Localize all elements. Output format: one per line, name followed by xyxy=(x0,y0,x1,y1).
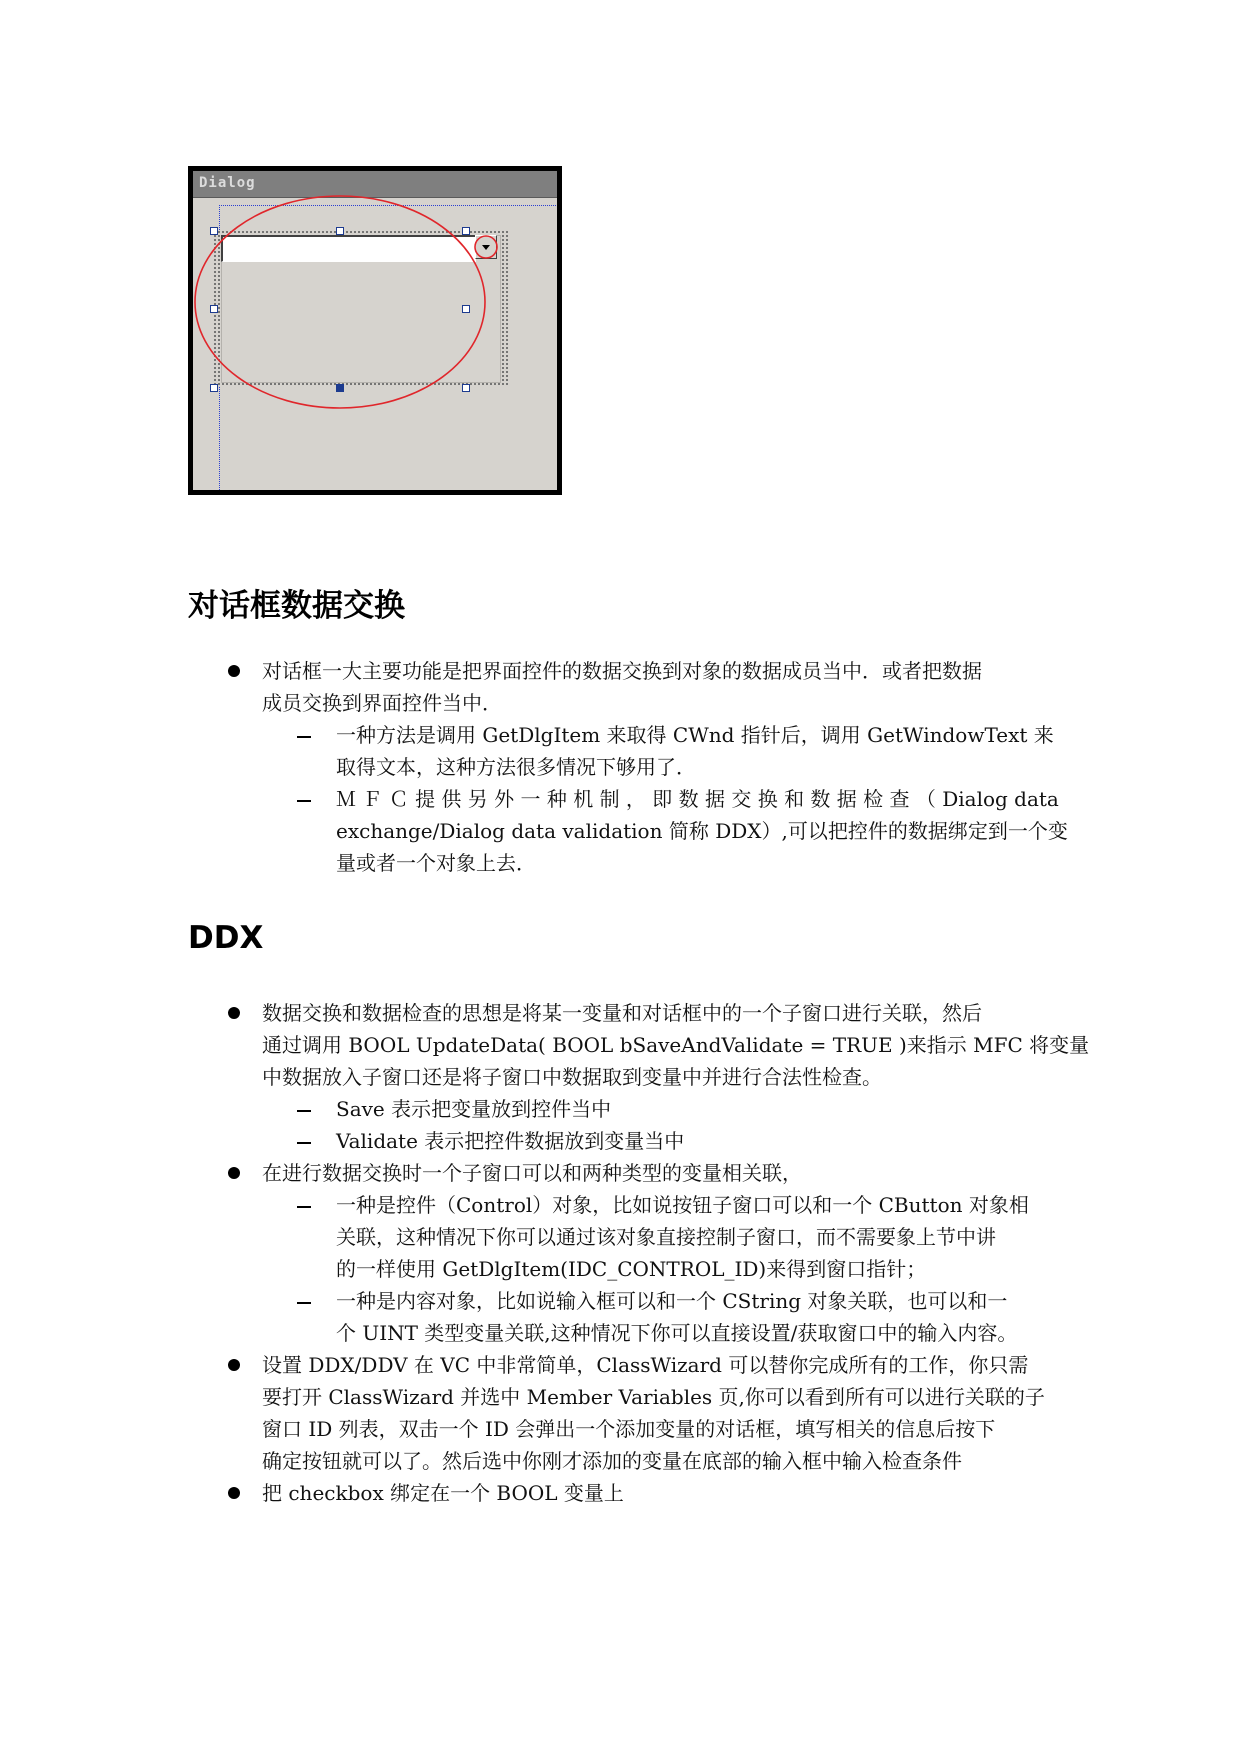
sub-bullet-dash xyxy=(297,800,311,802)
paragraph-line: Save 表示把变量放到控件当中 xyxy=(336,1097,612,1121)
paragraph-line: 量或者一个对象上去． xyxy=(336,851,536,875)
paragraph-line: exchange/Dialog data validation 简称 DDX）,可以把控件的数据绑定到一个变 xyxy=(336,819,1068,843)
paragraph-line: 成员交换到界面控件当中． xyxy=(262,691,502,715)
paragraph-line: 把 checkbox 绑定在一个 BOOL 变量上 xyxy=(262,1481,624,1505)
sub-bullet-dash xyxy=(297,1302,311,1304)
paragraph-line: 通过调用 BOOL UpdateData( BOOL bSaveAndValidate = TRUE )来指示 MFC 将变量 xyxy=(262,1033,1090,1057)
paragraph-line: 设置 DDX/DDV 在 VC 中非常简单，ClassWizard 可以替你完成所有的工作，你只需 xyxy=(262,1353,1029,1377)
bullet-dot xyxy=(228,1167,240,1179)
paragraph-line: Validate 表示把控件数据放到变量当中 xyxy=(336,1129,685,1153)
highlight-ellipse xyxy=(195,196,485,408)
bullet-dot xyxy=(228,665,240,677)
sub-bullet-dash xyxy=(297,1142,311,1144)
paragraph-line: 数据交换和数据检查的思想是将某一变量和对话框中的一个子窗口进行关联，然后 xyxy=(262,1001,982,1025)
paragraph-line: 窗口 ID 列表，双击一个 ID 会弹出一个添加变量的对话框，填写相关的信息后按下 xyxy=(262,1417,996,1441)
paragraph-line: 确定按钮就可以了。然后选中你刚才添加的变量在底部的输入框中输入检查条件 xyxy=(262,1449,962,1473)
section-heading-data-exchange: 对话框数据交换 xyxy=(188,588,405,624)
paragraph-line: 关联，这种情况下你可以通过该对象直接控制子窗口，而不需要象上节中讲 xyxy=(336,1225,996,1249)
dialog-editor-screenshot xyxy=(188,166,562,495)
bullet-dot xyxy=(228,1007,240,1019)
bullet-dot xyxy=(228,1487,240,1499)
paragraph-line: 一种是控件（Control）对象，比如说按钮子窗口可以和一个 CButton 对象相 xyxy=(336,1193,1029,1217)
paragraph-line: 中数据放入子窗口还是将子窗口中数据取到变量中并进行合法性检查。 xyxy=(262,1065,882,1089)
annotation-overlay xyxy=(193,171,557,490)
section-heading-ddx: DDX xyxy=(188,920,264,956)
highlight-circle xyxy=(475,236,497,258)
paragraph-line: 对话框一大主要功能是把界面控件的数据交换到对象的数据成员当中．或者把数据 xyxy=(262,659,982,683)
paragraph-line: 要打开 ClassWizard 并选中 Member Variables 页,你可以看到所有可以进行关联的子 xyxy=(262,1385,1045,1409)
sub-bullet-dash xyxy=(297,1110,311,1112)
sub-bullet-dash xyxy=(297,736,311,738)
paragraph-line: 在进行数据交换时一个子窗口可以和两种类型的变量相关联， xyxy=(262,1161,802,1185)
sub-bullet-dash xyxy=(297,1206,311,1208)
paragraph-line: 取得文本，这种方法很多情况下够用了． xyxy=(336,755,696,779)
paragraph-line: 个 UINT 类型变量关联,这种情况下你可以直接设置/获取窗口中的输入内容。 xyxy=(336,1321,1018,1345)
paragraph-line: 一种方法是调用 GetDlgItem 来取得 CWnd 指针后，调用 GetWindowText 来 xyxy=(336,723,1054,747)
paragraph-line: 的一样使用 GetDlgItem(IDC_CONTROL_ID)来得到窗口指针； xyxy=(336,1257,927,1281)
dialog-title: Dialog xyxy=(199,175,256,191)
bullet-dot xyxy=(228,1359,240,1371)
paragraph-line: 一种是内容对象，比如说输入框可以和一个 CString 对象关联，也可以和一 xyxy=(336,1289,1008,1313)
paragraph-line: Ｍ Ｆ Ｃ 提 供 另 外 一 种 机 制 ， 即 数 据 交 换 和 数 据 检 查 （ Dialog data xyxy=(336,787,1059,811)
